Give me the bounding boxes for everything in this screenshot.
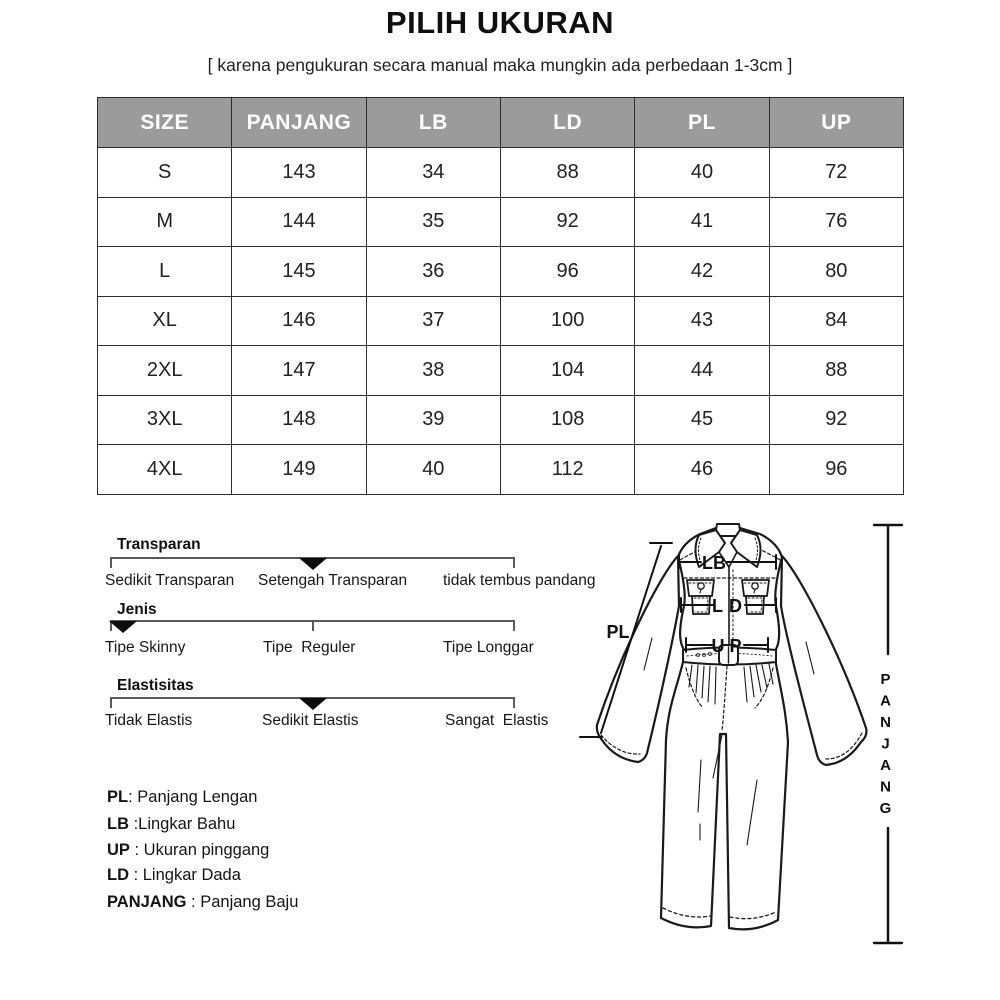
cell-size: 2XL [98, 346, 232, 396]
scale-line [110, 697, 515, 699]
size-table [97, 97, 904, 495]
cell-value: 41 [635, 197, 769, 247]
cell-value: 146 [232, 296, 366, 346]
table-row [98, 395, 904, 445]
size-table-body [98, 148, 904, 495]
up-label: UP [711, 636, 747, 656]
cell-value: 80 [769, 247, 903, 297]
right-sleeve [781, 556, 866, 765]
scale-line [110, 620, 515, 622]
scale-title: Transparan [117, 536, 201, 553]
cell-value: 143 [232, 148, 366, 198]
pl-label: PL [606, 622, 630, 642]
scale-option: Sedikit Transparan [105, 572, 235, 589]
legend-abbr: LB [107, 815, 129, 833]
legend-item-panjang [107, 893, 298, 912]
legend-desc: : Lingkar Dada [129, 866, 241, 884]
legend-item-lb [107, 815, 235, 834]
scale-tick [513, 559, 515, 568]
cell-value: 148 [232, 395, 366, 445]
legend-desc: : Ukuran pinggang [129, 841, 270, 859]
scale-option: Sedikit Elastis [262, 712, 359, 729]
cell-value: 40 [635, 148, 769, 198]
legend-desc: :Lingkar Bahu [129, 815, 236, 833]
legend-abbr: LD [107, 866, 129, 884]
scale-title: Jenis [117, 601, 157, 618]
scale-marker-icon [299, 558, 327, 570]
legend-desc: : Panjang Baju [186, 893, 299, 911]
scale-tick [513, 622, 515, 631]
scale-option: Tipe Longgar [443, 639, 534, 656]
cell-size: XL [98, 296, 232, 346]
panjang-vertical-label: PANJANG [877, 671, 894, 822]
scale-line [110, 557, 515, 559]
legend-item-ld [107, 866, 241, 885]
header-cell-up: UP [769, 98, 903, 148]
cell-value: 76 [769, 197, 903, 247]
size-table-header [98, 98, 904, 148]
pants-outline [661, 658, 788, 929]
cell-value: 149 [232, 445, 366, 495]
header-cell-ld: LD [500, 98, 634, 148]
table-row [98, 247, 904, 297]
scale-option: Tidak Elastis [105, 712, 193, 729]
cell-value: 42 [635, 247, 769, 297]
table-row [98, 445, 904, 495]
cell-value: 45 [635, 395, 769, 445]
table-row [98, 197, 904, 247]
scale-option: tidak tembus pandang [443, 572, 596, 589]
legend-abbr: PL [107, 788, 129, 806]
table-row [98, 346, 904, 396]
legend-item-pl [107, 788, 257, 807]
cell-size: M [98, 197, 232, 247]
cell-value: 72 [769, 148, 903, 198]
ld-label: LD [712, 596, 748, 616]
cell-value: 37 [366, 296, 500, 346]
cell-value: 96 [769, 445, 903, 495]
cell-value: 112 [500, 445, 634, 495]
scale-tick [312, 622, 314, 631]
cell-value: 43 [635, 296, 769, 346]
scale-tick [110, 699, 112, 708]
header-cell-pl: PL [635, 98, 769, 148]
lb-label: LB [702, 553, 726, 573]
cell-value: 40 [366, 445, 500, 495]
scale-option: Sangat Elastis [445, 712, 549, 729]
scale-option: Tipe Reguler [263, 639, 356, 656]
scale-option: Setengah Transparan [258, 572, 408, 589]
legend-abbr: PANJANG [107, 893, 187, 911]
cell-value: 88 [500, 148, 634, 198]
legend-item-up [107, 841, 269, 860]
table-row [98, 148, 904, 198]
cell-value: 44 [635, 346, 769, 396]
cell-value: 88 [769, 346, 903, 396]
scale-tick [110, 559, 112, 568]
cell-value: 84 [769, 296, 903, 346]
cell-value: 92 [769, 395, 903, 445]
cell-value: 36 [366, 247, 500, 297]
header-cell-panjang: PANJANG [232, 98, 366, 148]
cell-value: 46 [635, 445, 769, 495]
header-cell-size: SIZE [98, 98, 232, 148]
cell-value: 108 [500, 395, 634, 445]
cell-value: 39 [366, 395, 500, 445]
cell-value: 104 [500, 346, 634, 396]
scale-option: Tipe Skinny [105, 639, 186, 656]
cell-value: 147 [232, 346, 366, 396]
cell-size: L [98, 247, 232, 297]
scale-title: Elastisitas [117, 677, 194, 694]
header-cell-lb: LB [366, 98, 500, 148]
cell-value: 100 [500, 296, 634, 346]
cell-value: 92 [500, 197, 634, 247]
cell-value: 145 [232, 247, 366, 297]
legend-abbr: UP [107, 841, 130, 859]
table-header-row [98, 98, 904, 148]
cell-value: 38 [366, 346, 500, 396]
legend-desc: : Panjang Lengan [128, 788, 258, 806]
page-title: PILIH UKURAN [385, 5, 615, 40]
cell-value: 35 [366, 197, 500, 247]
cell-value: 144 [232, 197, 366, 247]
garment-illustration [555, 495, 910, 965]
scale-marker-icon [299, 698, 327, 710]
cell-size: S [98, 148, 232, 198]
table-row [98, 296, 904, 346]
cell-size: 4XL [98, 445, 232, 495]
scale-marker-icon [109, 621, 137, 633]
cell-value: 96 [500, 247, 634, 297]
cell-value: 34 [366, 148, 500, 198]
scale-tick [513, 699, 515, 708]
page-subtitle: [ karena pengukuran secara manual maka mungkin ada perbedaan 1-3cm ] [207, 55, 793, 75]
cell-size: 3XL [98, 395, 232, 445]
